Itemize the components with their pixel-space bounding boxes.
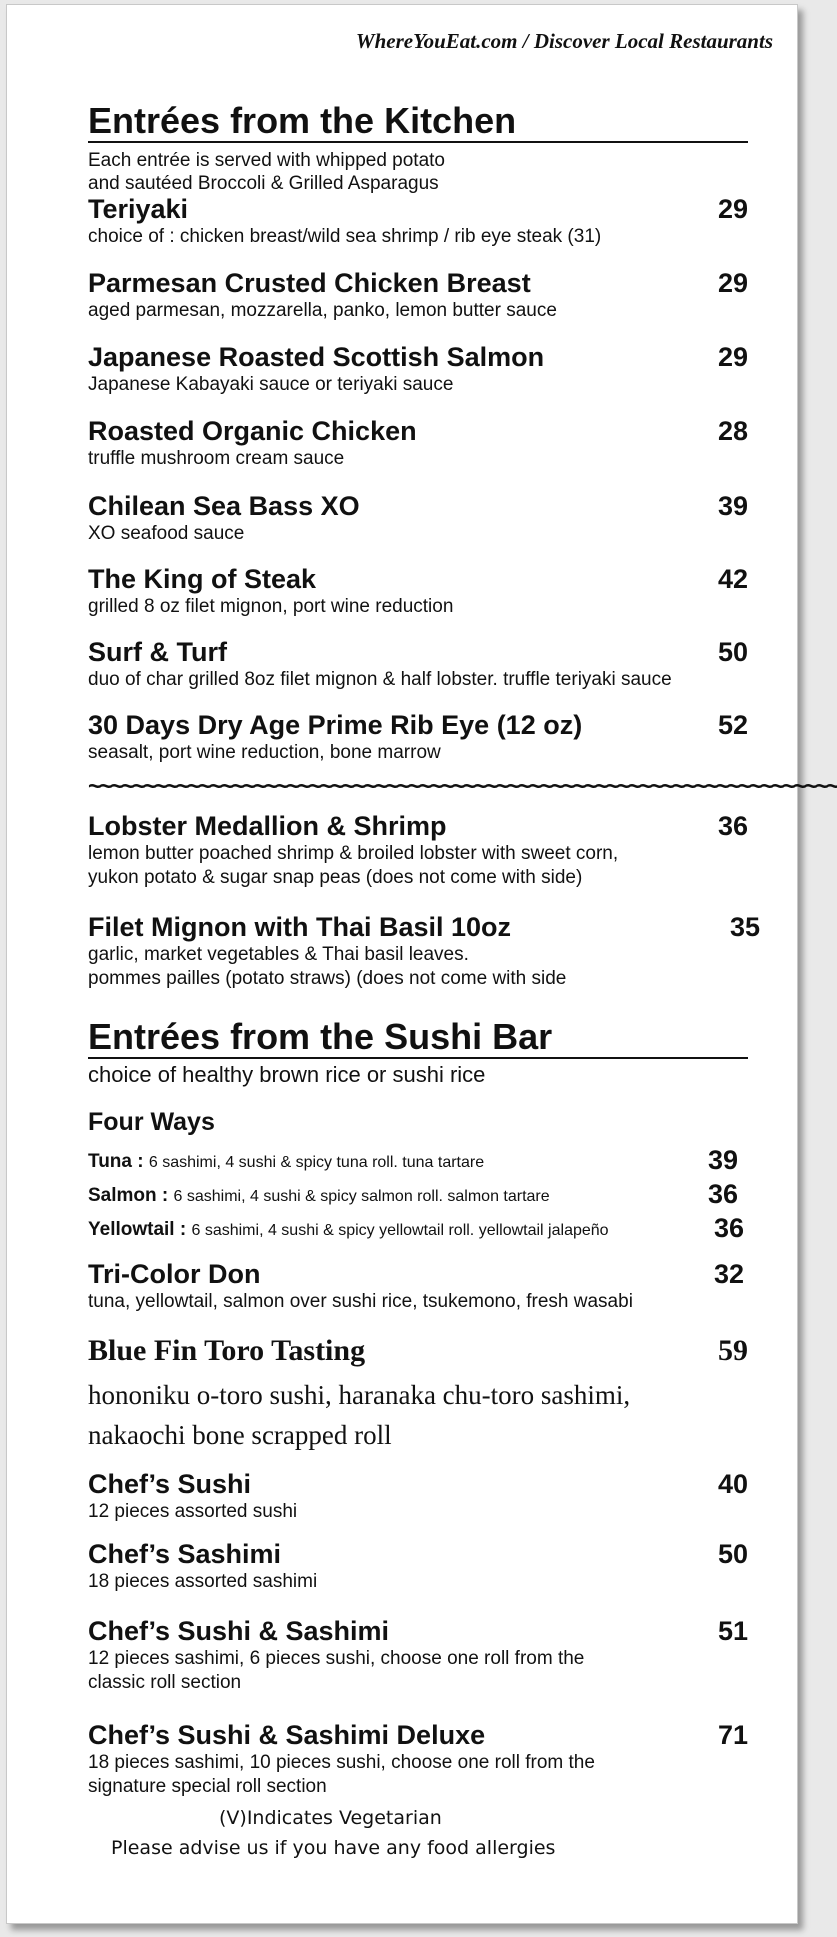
item-name: Surf & Turf [88,637,227,667]
menu-item-sea-bass [88,490,748,546]
four-ways-row-yellowtail [88,1213,748,1251]
kitchen-intro: Each entrée is served with whipped potato and sautéed Broccoli & Grilled Asparagus [88,150,445,194]
four-ways-name: Yellowtail : [88,1219,192,1240]
menu-item-prime-rib-eye [88,709,748,765]
item-desc: garlic, market vegetables & Thai basil leaves. pommes pailles (potato straws) (does not come with side [88,944,567,989]
item-price: 59 [718,1334,748,1367]
item-desc: XO seafood sauce [88,523,245,544]
item-desc: 12 pieces sashimi, 6 pieces sushi, choose one roll from the classic roll section [88,1648,585,1693]
menu-item-blue-fin-toro [88,1333,748,1455]
item-price: 39 [717,491,748,521]
kitchen-section-title: Entrées from the Kitchen [88,101,748,143]
item-name: Lobster Medallion & Shrimp [88,811,447,841]
item-desc: tuna, yellowtail, salmon over sushi rice, tsukemono, fresh wasabi [88,1291,633,1312]
item-price: 29 [717,194,748,224]
item-desc: lemon butter poached shrimp & broiled lobster with sweet corn, yukon potato & sugar snap peas (does not come with side) [88,843,619,888]
menu-item-chefs-sushi-sashimi [88,1615,748,1695]
four-ways-row-salmon [88,1179,748,1217]
item-name: Tri-Color Don [88,1259,261,1289]
four-ways-price: 36 [707,1179,738,1209]
menu-item-organic-chicken [88,415,748,471]
four-ways-desc: 6 sashimi, 4 sushi & spicy yellowtail roll. yellowtail jalapeño [191,1222,609,1239]
item-name: Japanese Roasted Scottish Salmon [88,342,545,372]
menu-item-chefs-sashimi [88,1538,748,1594]
item-price: 71 [717,1720,748,1750]
item-name: Chef’s Sushi & Sashimi Deluxe [88,1720,486,1750]
item-price: 32 [713,1259,744,1289]
vegetarian-note: (V)Indicates Vegetarian [219,1807,442,1829]
item-desc: 18 pieces assorted sashimi [88,1571,318,1592]
item-name: The King of Steak [88,564,317,594]
menu-item-king-of-steak [88,563,748,619]
menu-item-tri-color-don [88,1258,748,1314]
item-name: Filet Mignon with Thai Basil 10oz [88,912,512,942]
item-desc: duo of char grilled 8oz filet mignon & half lobster. truffle teriyaki sauce [88,669,672,690]
item-name: Parmesan Crusted Chicken Breast [88,268,531,298]
item-name: Chef’s Sushi [88,1469,252,1499]
item-price: 52 [717,710,748,740]
item-price: 36 [717,811,748,841]
item-price: 42 [717,564,748,594]
item-name: Chef’s Sushi & Sashimi [88,1616,390,1646]
sushi-intro: choice of healthy brown rice or sushi rice [88,1062,486,1087]
item-name: Roasted Organic Chicken [88,416,417,446]
item-price: 29 [717,268,748,298]
four-ways-name: Tuna : [88,1151,149,1172]
four-ways-row-tuna [88,1145,748,1183]
menu-item-lobster-shrimp [88,810,748,890]
four-ways-title: Four Ways [88,1108,215,1136]
four-ways-name: Salmon : [88,1185,174,1206]
item-desc: truffle mushroom cream sauce [88,448,345,469]
menu-item-salmon [88,341,748,397]
allergy-note: Please advise us if you have any food allergies [111,1837,556,1859]
item-price: 28 [717,416,748,446]
item-name: 30 Days Dry Age Prime Rib Eye (12 oz) [88,710,583,740]
item-price: 50 [717,1539,748,1569]
item-price: 29 [717,342,748,372]
item-name: Blue Fin Toro Tasting [88,1334,366,1367]
site-header: WhereYouEat.com / Discover Local Restaurants [355,29,773,53]
tilde-divider: ~~~~~~~~~~~~~~~~~~~~~~~~~~~~~~~~~~~~~~~~~~~~~~~~~~~~~~~~~~~~~~~~~~~~ [88,773,837,800]
item-price: 35 [729,912,760,942]
item-name: Chef’s Sashimi [88,1539,282,1569]
menu-item-teriyaki [88,193,748,249]
item-price: 50 [717,637,748,667]
four-ways-price: 39 [707,1145,738,1175]
menu-page [6,4,837,1924]
item-desc: hononiku o-toro sushi, haranaka chu-toro sashimi, nakaochi bone scrapped roll [88,1380,631,1450]
four-ways-desc: 6 sashimi, 4 sushi & spicy salmon roll. salmon tartare [173,1188,550,1205]
menu-item-surf-turf [88,636,748,692]
four-ways-price: 36 [713,1213,744,1243]
item-price: 51 [717,1616,748,1646]
menu-item-chefs-sushi [88,1468,748,1524]
menu-item-filet-thai-basil [88,911,760,991]
item-desc: 18 pieces sashimi, 10 pieces sushi, choose one roll from the signature special roll section [88,1752,595,1797]
item-desc: choice of : chicken breast/wild sea shrimp / rib eye steak (31) [88,226,602,247]
item-desc: Japanese Kabayaki sauce or teriyaki sauce [88,374,454,395]
item-desc: aged parmesan, mozzarella, panko, lemon butter sauce [88,300,557,321]
item-desc: seasalt, port wine reduction, bone marrow [88,742,441,763]
item-price: 40 [717,1469,748,1499]
menu-item-parmesan-chicken [88,267,748,323]
item-name: Teriyaki [88,194,189,224]
menu-item-chefs-sushi-sashimi-deluxe [88,1719,748,1799]
sushi-section-title: Entrées from the Sushi Bar [88,1017,748,1059]
item-desc: grilled 8 oz filet mignon, port wine reduction [88,596,454,617]
four-ways-desc: 6 sashimi, 4 sushi & spicy tuna roll. tuna tartare [148,1154,485,1171]
item-desc: 12 pieces assorted sushi [88,1501,298,1522]
item-name: Chilean Sea Bass XO [88,491,360,521]
